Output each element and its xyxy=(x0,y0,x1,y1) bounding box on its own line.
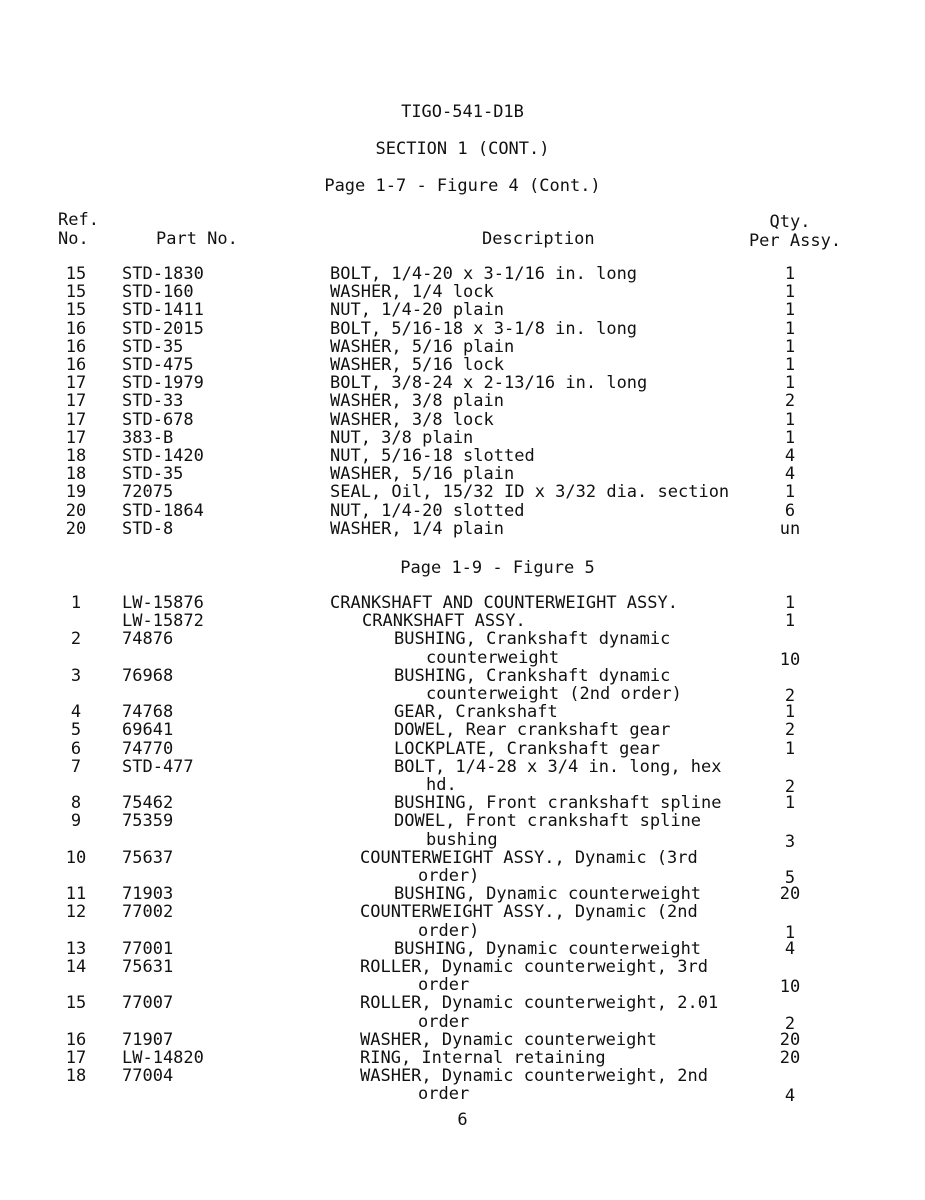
ref-number: 15 xyxy=(65,264,87,284)
part-number: STD-33 xyxy=(122,391,184,412)
description: WASHER, Dynamic counterweight xyxy=(360,1029,657,1050)
quantity: 6 xyxy=(784,500,796,521)
description: WASHER, 5/16 plain xyxy=(330,336,515,357)
description: LOCKPLATE, Crankshaft gear xyxy=(394,738,661,759)
figure-4-heading: Page 1-7 - Figure 4 (Cont.) xyxy=(324,176,601,196)
part-number: 75637 xyxy=(122,847,174,868)
quantity: 2 xyxy=(784,776,796,797)
part-number: 75462 xyxy=(122,793,174,814)
ref-number: 16 xyxy=(65,318,87,339)
table-row xyxy=(0,756,925,797)
part-number: 74770 xyxy=(122,738,174,759)
ref-number: 15 xyxy=(65,300,87,321)
description: CRANKSHAFT ASSY. xyxy=(362,611,526,632)
table-row xyxy=(0,520,925,538)
description: NUT, 3/8 plain xyxy=(330,427,474,448)
quantity: 4 xyxy=(784,938,796,959)
description-continuation: order xyxy=(418,1084,470,1105)
ref-number: 18 xyxy=(65,464,87,485)
column-header-qty-line1: Qty. xyxy=(769,212,811,232)
part-number: 69641 xyxy=(122,720,174,741)
description: WASHER, 1/4 lock xyxy=(330,282,494,303)
part-number: STD-160 xyxy=(122,282,194,303)
ref-number: 6 xyxy=(70,738,82,759)
description: ROLLER, Dynamic counterweight, 2.01 xyxy=(360,993,719,1014)
ref-number: 16 xyxy=(65,1029,87,1050)
ref-number: 11 xyxy=(65,884,87,905)
table-row xyxy=(0,374,925,392)
table-row xyxy=(0,283,925,301)
description-continuation: order xyxy=(418,975,470,996)
quantity: 4 xyxy=(784,464,796,485)
part-number: STD-8 xyxy=(122,518,174,539)
ref-number: 2 xyxy=(70,629,82,650)
quantity: 2 xyxy=(784,1013,796,1034)
column-header-qty-line2: Per Assy. xyxy=(748,231,842,251)
description: NUT, 1/4-20 plain xyxy=(330,300,504,321)
table-row xyxy=(0,1066,925,1107)
part-number: STD-1830 xyxy=(122,264,204,284)
description: CRANKSHAFT AND COUNTERWEIGHT ASSY. xyxy=(330,593,678,613)
description: BUSHING, Dynamic counterweight xyxy=(394,884,702,905)
ref-number: 5 xyxy=(70,720,82,741)
quantity: 1 xyxy=(784,738,796,759)
description: NUT, 5/16-18 slotted xyxy=(330,446,535,466)
part-number: STD-1979 xyxy=(122,373,204,394)
quantity: 1 xyxy=(784,300,796,321)
table-row xyxy=(0,301,925,319)
part-number: STD-35 xyxy=(122,464,184,485)
part-number: 77004 xyxy=(122,1066,174,1087)
quantity: 1 xyxy=(784,593,796,613)
table-row xyxy=(0,612,925,630)
table-row xyxy=(0,483,925,501)
part-number: 74768 xyxy=(122,702,174,723)
quantity: 4 xyxy=(784,446,796,466)
ref-number: 12 xyxy=(65,902,87,923)
description-continuation: counterweight xyxy=(426,647,560,668)
part-number: 71907 xyxy=(122,1029,174,1050)
ref-number: 4 xyxy=(70,702,82,723)
part-number: 383-B xyxy=(122,427,174,448)
quantity: 1 xyxy=(784,793,796,814)
ref-number: 15 xyxy=(65,993,87,1014)
table-row xyxy=(0,940,925,958)
description: DOWEL, Rear crankshaft gear xyxy=(394,720,671,741)
table-row xyxy=(0,794,925,812)
description: BUSHING, Front crankshaft spline xyxy=(394,793,722,814)
quantity: 1 xyxy=(784,373,796,394)
ref-number: 20 xyxy=(65,500,87,521)
table-row xyxy=(0,629,925,670)
ref-number: 17 xyxy=(65,409,87,430)
part-number: LW-15872 xyxy=(122,611,204,632)
description: WASHER, 3/8 plain xyxy=(330,391,504,412)
quantity: 1 xyxy=(784,282,796,303)
quantity: 1 xyxy=(784,336,796,357)
part-number: STD-1864 xyxy=(122,500,204,521)
ref-number: 1 xyxy=(70,593,82,613)
table-row xyxy=(0,847,925,888)
description: BOLT, 3/8-24 x 2-13/16 in. long xyxy=(330,373,648,394)
table-row xyxy=(0,447,925,465)
part-number: 74876 xyxy=(122,629,174,650)
table-row xyxy=(0,411,925,429)
description: WASHER, Dynamic counterweight, 2nd xyxy=(360,1066,708,1087)
description-continuation: order) xyxy=(418,865,480,886)
part-number: 76968 xyxy=(122,665,174,686)
part-number: STD-35 xyxy=(122,336,184,357)
part-number: 72075 xyxy=(122,482,174,503)
quantity: 20 xyxy=(779,1029,801,1050)
quantity: 1 xyxy=(784,355,796,375)
description-continuation: counterweight (2nd order) xyxy=(426,683,682,704)
quantity: 10 xyxy=(779,649,801,670)
description-continuation: bushing xyxy=(426,829,498,850)
table-row xyxy=(0,465,925,483)
part-number: 77002 xyxy=(122,902,174,923)
ref-number: 17 xyxy=(65,427,87,448)
table-row xyxy=(0,740,925,758)
column-header-ref-line2: No. xyxy=(58,229,89,249)
part-number: STD-2015 xyxy=(122,318,204,339)
description: COUNTERWEIGHT ASSY., Dynamic (2nd xyxy=(360,902,698,923)
quantity: 1 xyxy=(784,702,796,723)
ref-number: 9 xyxy=(70,811,82,832)
part-number: STD-477 xyxy=(122,756,194,777)
table-row xyxy=(0,502,925,520)
ref-number: 20 xyxy=(65,518,87,539)
table-row xyxy=(0,392,925,410)
quantity: 1 xyxy=(784,409,796,430)
quantity: 10 xyxy=(779,977,801,998)
quantity: 20 xyxy=(779,1048,801,1068)
ref-number: 17 xyxy=(65,1048,87,1068)
part-number: 71903 xyxy=(122,884,174,905)
description: BOLT, 1/4-20 x 3-1/16 in. long xyxy=(330,264,638,284)
ref-number: 16 xyxy=(65,336,87,357)
section-heading: SECTION 1 (CONT.) xyxy=(375,139,550,159)
description: BUSHING, Crankshaft dynamic xyxy=(394,629,671,650)
column-header-description: Description xyxy=(482,229,595,249)
column-header-part-no: Part No. xyxy=(156,229,238,249)
quantity: 1 xyxy=(784,427,796,448)
description: GEAR, Crankshaft xyxy=(394,702,558,723)
part-number: STD-678 xyxy=(122,409,194,430)
quantity: 1 xyxy=(784,482,796,503)
description-continuation: order) xyxy=(418,920,480,941)
description: BUSHING, Dynamic counterweight xyxy=(394,938,702,959)
table-row xyxy=(0,1049,925,1067)
table-row xyxy=(0,320,925,338)
quantity: 1 xyxy=(784,611,796,632)
part-number: STD-1420 xyxy=(122,446,204,466)
table-row xyxy=(0,265,925,283)
table-row xyxy=(0,721,925,739)
table-row xyxy=(0,811,925,852)
description: WASHER, 3/8 lock xyxy=(330,409,494,430)
document-id: TIGO-541-D1B xyxy=(401,102,524,122)
table-row xyxy=(0,993,925,1034)
description: DOWEL, Front crankshaft spline xyxy=(394,811,702,832)
ref-number: 14 xyxy=(65,957,87,977)
ref-number: 17 xyxy=(65,373,87,394)
ref-number: 15 xyxy=(65,282,87,303)
description: WASHER, 5/16 plain xyxy=(330,464,515,485)
description: COUNTERWEIGHT ASSY., Dynamic (3rd xyxy=(360,847,698,868)
table-row xyxy=(0,885,925,903)
quantity: 2 xyxy=(784,685,796,706)
quantity: 2 xyxy=(784,391,796,412)
column-header-ref-line1: Ref. xyxy=(58,210,99,230)
description: WASHER, 5/16 lock xyxy=(330,355,504,375)
ref-number: 16 xyxy=(65,355,87,375)
part-number: 77007 xyxy=(122,993,174,1014)
part-number: STD-475 xyxy=(122,355,194,375)
quantity: 20 xyxy=(779,884,801,905)
part-number: LW-15876 xyxy=(122,593,204,613)
table-row xyxy=(0,1031,925,1049)
description: SEAL, Oil, 15/32 ID x 3/32 dia. section xyxy=(330,482,730,503)
table-row xyxy=(0,594,925,612)
table-row xyxy=(0,356,925,374)
description: ROLLER, Dynamic counterweight, 3rd xyxy=(360,957,708,977)
part-number: STD-1411 xyxy=(122,300,204,321)
ref-number: 10 xyxy=(65,847,87,868)
quantity: 2 xyxy=(784,720,796,741)
part-number: 77001 xyxy=(122,938,174,959)
ref-number: 19 xyxy=(65,482,87,503)
quantity: 4 xyxy=(784,1086,796,1107)
table-row xyxy=(0,703,925,721)
part-number: 75359 xyxy=(122,811,174,832)
table-row xyxy=(0,902,925,943)
ref-number: 3 xyxy=(70,665,82,686)
figure-5-heading: Page 1-9 - Figure 5 xyxy=(400,558,595,578)
description: BUSHING, Crankshaft dynamic xyxy=(394,665,671,686)
description: RING, Internal retaining xyxy=(360,1048,606,1068)
ref-number: 13 xyxy=(65,938,87,959)
quantity: 1 xyxy=(784,318,796,339)
quantity: un xyxy=(779,518,801,539)
ref-number: 7 xyxy=(70,756,82,777)
description: WASHER, 1/4 plain xyxy=(330,518,504,539)
quantity: 3 xyxy=(784,831,796,852)
description: BOLT, 5/16-18 x 3-1/8 in. long xyxy=(330,318,638,339)
quantity: 5 xyxy=(784,867,796,888)
part-number: 75631 xyxy=(122,957,174,977)
table-row xyxy=(0,429,925,447)
ref-number: 17 xyxy=(65,391,87,412)
quantity: 1 xyxy=(784,922,796,943)
description-continuation: hd. xyxy=(426,774,457,795)
table-row xyxy=(0,957,925,998)
table-row xyxy=(0,665,925,706)
description: BOLT, 1/4-28 x 3/4 in. long, hex xyxy=(394,756,722,777)
ref-number: 8 xyxy=(70,793,82,814)
ref-number: 18 xyxy=(65,446,87,466)
description: NUT, 1/4-20 slotted xyxy=(330,500,525,521)
quantity: 1 xyxy=(784,264,796,284)
table-row xyxy=(0,338,925,356)
part-number: LW-14820 xyxy=(122,1048,204,1068)
page-number: 6 xyxy=(457,1110,468,1130)
ref-number: 18 xyxy=(65,1066,87,1087)
description-continuation: order xyxy=(418,1011,470,1032)
